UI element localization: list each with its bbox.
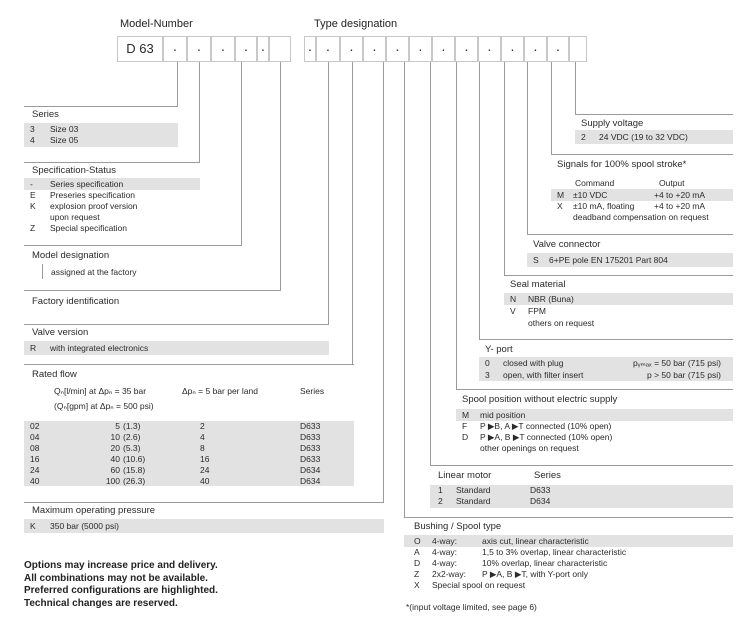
option-code: X [557,201,563,211]
row-gpm: (2.6) [123,432,141,442]
row-gpm: (15.8) [123,465,146,475]
connector-line [430,62,431,465]
spec-status-cell[interactable]: . [187,36,211,62]
row-series: D633 [300,421,321,431]
type-designation-heading: Type designation [314,18,398,30]
option-label: explosion proof version [50,201,138,211]
option-code: Z [414,569,420,579]
option-way: 2x2-way: [432,569,467,579]
linear-motor-series-head: Series [534,470,561,481]
max-pressure-title: Maximum operating pressure [32,505,156,516]
option-code: K [30,201,36,211]
row-flow: 100 [105,476,120,486]
footer-note: All combinations may not be available. [24,572,208,584]
option-code: A [414,547,420,557]
row-gpm: (1.3) [123,421,141,431]
option-label: Size 03 [50,124,79,134]
row-per-land: 2 [200,421,205,431]
row-code: 08 [30,443,40,453]
option-label: axis cut, linear characteristic [482,536,589,546]
connector-line [241,62,242,245]
factory-id-cell-2[interactable] [269,36,291,62]
signals-col-command: Command [575,178,615,188]
model-designation-cell[interactable]: . [211,36,235,62]
option-code: 2 [438,496,443,506]
spool-position-cell[interactable]: . [432,36,455,62]
option-label: P ▶B, A ▶T connected (10% open) [480,421,612,431]
connector-line [280,62,281,290]
option-way: 4-way: [432,558,458,568]
row-gpm: (5.3) [123,443,141,453]
option-label: Special specification [50,223,128,233]
row-flow: 20 [110,443,120,453]
table-row [24,454,354,465]
linear-motor-cell[interactable]: . [409,36,432,62]
option-code: 0 [485,358,490,368]
option-label: upon request [50,212,100,222]
factory-id-cell[interactable]: . [257,36,269,62]
row-per-land: 40 [200,476,210,486]
signal-output: +4 to +20 mA [654,190,706,200]
rated-flow-header-2: (Qₙ[gpm] at Δpₙ = 500 psi) [54,401,154,411]
rated-flow-header-4: Series [300,386,325,396]
rated-flow-title: Rated flow [32,369,77,380]
row-per-land: 8 [200,443,205,453]
connector-line [479,62,480,339]
spec-status-title: Specification-Status [32,165,116,176]
y-port-condition: p > 50 bar (715 psi) [647,370,721,380]
option-code: O [414,536,421,546]
rated-flow-header-1: Qₙ[l/min] at Δpₙ = 35 bar [54,386,147,396]
table-row [24,465,354,476]
option-label: Preseries specification [50,190,136,200]
signal-command: ±10 VDC [573,190,608,200]
connector-line [551,62,552,154]
row-series: D633 [300,443,321,453]
option-label: Special spool on request [432,580,526,590]
valve-version-cell[interactable]: . [316,36,340,62]
connector-line [527,62,528,234]
linear-motor-options [430,485,733,508]
option-series: D633 [530,485,551,495]
supply-voltage-title: Supply voltage [581,118,644,129]
seal-material-title: Seal material [510,279,566,290]
footer-note: Technical changes are reserved. [24,597,178,609]
footer-notes [24,560,218,610]
row-series: D634 [300,465,321,475]
table-row [24,432,354,443]
row-code: 40 [30,476,40,486]
row-gpm: (26.3) [123,476,146,486]
row-flow: 10 [110,432,120,442]
connector-line [177,62,178,106]
option-label: NBR (Buna) [528,294,574,304]
series-title: Series [32,109,59,120]
linear-motor-title: Linear motor [438,470,492,481]
rated-flow-header-3: Δpₙ = 5 bar per land [182,386,258,396]
valve-version-title: Valve version [32,327,89,338]
connector-line [404,62,405,517]
series-options [24,123,178,147]
option-code: 4 [30,135,35,145]
signal-command: ±10 mA, floating [573,201,635,211]
option-code: F [462,421,468,431]
option-code: Z [30,223,36,233]
model-designation-title: Model designation [32,250,110,261]
series-cell[interactable]: . [163,36,187,62]
option-code: 1 [438,485,443,495]
row-code: 16 [30,454,40,464]
option-code: 2 [581,132,586,142]
row-code: 04 [30,432,40,442]
connector-line [328,62,329,324]
y-port-cell[interactable]: . [455,36,478,62]
option-code: N [510,294,517,304]
model-designation-text: assigned at the factory [51,267,137,277]
option-code: 3 [30,124,35,134]
row-code: 02 [30,421,40,431]
spool-position-title: Spool position without electric supply [462,394,618,405]
row-code: 24 [30,465,40,475]
option-label: P ▶A, B ▶T, with Y-port only [482,569,588,579]
option-code: D [462,432,469,442]
valve-connector-option [527,253,733,267]
supply-voltage-cell[interactable]: . [547,36,569,62]
valve-connector-cell[interactable]: . [501,36,524,62]
table-row [24,476,354,487]
option-label: Standard [456,496,491,506]
table-row [24,443,354,454]
model-designation-cell-2[interactable]: . [235,36,257,62]
option-code: V [510,306,516,316]
option-label: 24 VDC (19 to 32 VDC) [599,132,688,142]
option-code: X [414,580,420,590]
row-flow: 5 [115,421,120,431]
option-code: R [30,343,37,353]
y-port-title: Y- port [485,344,513,355]
option-label: 10% overlap, linear characteristic [482,558,608,568]
option-label: 6+PE pole EN 175201 Part 804 [549,255,668,265]
seal-material-cell[interactable]: . [478,36,501,62]
max-pressure-cell[interactable]: . [363,36,386,62]
option-code: 3 [485,370,490,380]
option-label: with integrated electronics [50,343,149,353]
type-cell-end[interactable] [569,36,587,62]
valve-version-option [24,341,329,355]
connector-line [383,62,384,502]
row-flow: 40 [110,454,120,464]
bushing-cell[interactable]: . [386,36,409,62]
footnote: *(input voltage limited, see page 6) [406,602,537,612]
y-port-options [479,357,733,381]
signals-note: deadband compensation on request [573,212,709,222]
option-label: other openings on request [480,443,579,453]
option-code: - [30,179,33,189]
option-label: closed with plug [503,358,564,368]
option-way: 4-way: [432,547,458,557]
connector-line [456,62,457,389]
signals-title: Signals for 100% spool stroke* [557,159,687,170]
connector-line [575,62,576,114]
factory-id-title: Factory identification [32,296,120,307]
row-per-land: 24 [200,465,210,475]
option-code: K [30,521,36,531]
signals-cell[interactable]: . [524,36,547,62]
table-row [24,421,354,432]
connector-line [504,62,505,275]
option-code: D [414,558,421,568]
supply-voltage-option [575,130,733,144]
bushing-title: Bushing / Spool type [414,521,502,532]
row-per-land: 4 [200,432,205,442]
option-label: 350 bar (5000 psi) [50,521,119,531]
option-label: open, with filter insert [503,370,584,380]
option-label: Size 05 [50,135,79,145]
connector-line [199,62,200,162]
option-series: D634 [530,496,551,506]
row-series: D633 [300,432,321,442]
row-flow: 60 [110,465,120,475]
valve-connector-title: Valve connector [533,239,601,250]
option-label: mid position [480,410,526,420]
row-gpm: (10.6) [123,454,146,464]
row-per-land: 16 [200,454,210,464]
model-number-heading: Model-Number [120,18,193,30]
option-label: 1,5 to 3% overlap, linear characteristic [482,547,627,557]
footer-note: Preferred configurations are highlighted. [24,585,218,596]
option-label: Standard [456,485,491,495]
option-label: P ▶A, B ▶T connected (10% open) [480,432,613,442]
signal-output: +4 to +20 mA [654,201,706,211]
row-series: D633 [300,454,321,464]
option-code: S [533,255,539,265]
option-label: others on request [528,318,595,328]
option-code: M [462,410,470,420]
y-port-condition: pᵧₘₐₓ = 50 bar (715 psi) [633,358,721,368]
option-label: Series specification [50,179,124,189]
rated-flow-cell[interactable]: . [340,36,363,62]
model-prefix-cell: D 63 [117,36,163,62]
option-code: M [557,190,565,200]
type-cell-1[interactable]: . [304,36,316,62]
option-way: 4-way: [432,536,458,546]
row-series: D634 [300,476,321,486]
footer-note: Options may increase price and delivery. [24,560,218,571]
option-label: FPM [528,306,546,316]
max-pressure-option [24,519,384,533]
signals-col-output: Output [659,178,685,188]
connector-line [352,62,353,364]
option-code: E [30,190,36,200]
